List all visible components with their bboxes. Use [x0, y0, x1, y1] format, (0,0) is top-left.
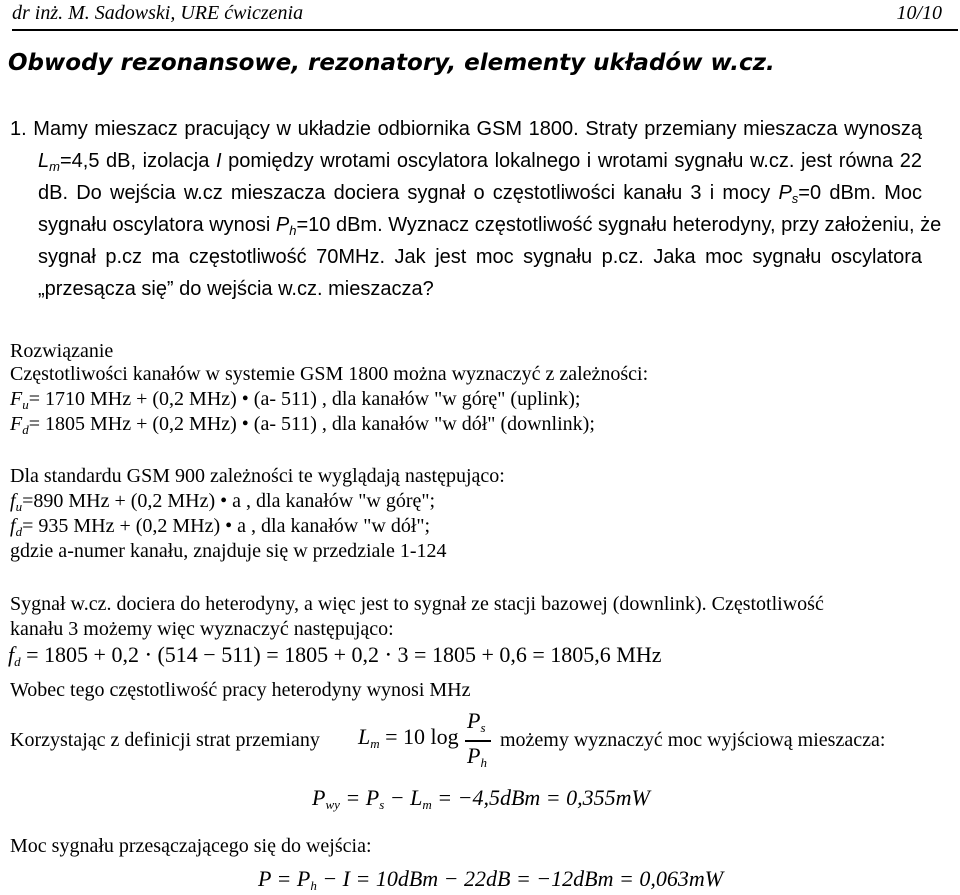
definition-text: Korzystając z definicji strat przemiany — [10, 729, 320, 751]
header-rule — [12, 29, 958, 31]
fraction-bar — [465, 740, 491, 742]
signal-line-2: kanału 3 możemy więc wyznaczyć następująco: — [10, 618, 394, 640]
equation-fd: $f_d = 1805 + 0,2 \cdot (514 - 511) = 1805 + 0,2 \cdot 3 = 1805 + 0,6 = 1805,6$ MHz — [8, 642, 662, 669]
channel-range: gdzie a-numer kanału, znajduje się w przedziale 1-124 — [10, 540, 447, 562]
header-page-number: 10/10 — [896, 2, 942, 24]
definition-after: możemy wyznaczyć moc wyjściową mieszacza: — [500, 729, 886, 751]
task-line-3: dB. Do wejścia w.cz mieszacza dociera sygnał o częstotliwości kanału 3 i mocy $P_s=0$ dBm. Moc — [38, 182, 922, 206]
task-line-4: sygnału oscylatora wynosi $P_h=10$ dBm. Wyznacz częstotliwość sygnału heterodyny, przy założeniu, że — [38, 214, 942, 238]
equation-output-power: $P_{wy} = P_s - L_m = -4,5dBm = 0,355mW$ — [312, 785, 650, 812]
task-line-5: sygnał p.cz ma częstotliwość 70MHz. Jak jest moc sygnału p.cz. Jaka moc sygnału oscylatora — [38, 246, 922, 268]
solution-heading: Rozwiązanie — [10, 340, 114, 362]
task-line-6: „przesącza się” do wejścia w.cz. mieszacza? — [38, 278, 434, 300]
heterodyne-frequency: Wobec tego częstotliwość pracy heterodyny wynosi MHz — [10, 679, 471, 701]
formula-downlink-1800: $F_d= 1805$ MHz + (0,2 MHz) • (a- 511) , dla kanałów "w dół" (downlink); — [10, 413, 595, 437]
page-header — [12, 0, 952, 26]
formula-downlink-900: $f_d= 935$ MHz + (0,2 MHz) • a , dla kanałów "w dół"; — [10, 515, 431, 539]
fraction-numerator: $P_s$ — [467, 708, 486, 735]
task-line-1: 1. Mamy mieszacz pracujący w układzie odbiornika GSM 1800. Straty przemiany mieszacza wynoszą — [10, 118, 922, 140]
formula-uplink-1800: $F_u= 1710$ MHz + (0,2 MHz) • (a- 511) , dla kanałów "w górę" (uplink); — [10, 388, 581, 412]
task-line-2: $L_m=4,5$ dB, izolacja I pomiędzy wrotami oscylatora lokalnego i wrotami sygnału w.cz. jest równa 22 — [38, 150, 922, 174]
signal-line-1: Sygnał w.cz. dociera do heterodyny, a więc jest to sygnał ze stacji bazowej (downlink). Częstotliwość — [10, 593, 824, 615]
formula-uplink-900: $f_u=890$ MHz + (0,2 MHz) • a , dla kanałów "w górę"; — [10, 490, 436, 514]
leakage-intro: Moc sygnału przesączającego się do wejścia: — [10, 835, 372, 857]
equation-leakage-power: $P = P_h - I = 10dBm - 22dB = -12dBm = 0,063mW$ — [258, 866, 724, 893]
solution-intro: Częstotliwości kanałów w systemie GSM 1800 można wyznaczyć z zależności: — [10, 363, 649, 385]
header-author: dr inż. M. Sadowski, URE ćwiczenia — [12, 2, 304, 24]
fraction-denominator: $P_h$ — [467, 743, 487, 770]
definition-formula: $L_m = 10$ log — [358, 724, 459, 751]
gsm900-intro: Dla standardu GSM 900 zależności te wyglądają następująco: — [10, 465, 505, 487]
page-title: Obwody rezonansowe, rezonatory, elementy układów w.cz. — [8, 50, 775, 76]
